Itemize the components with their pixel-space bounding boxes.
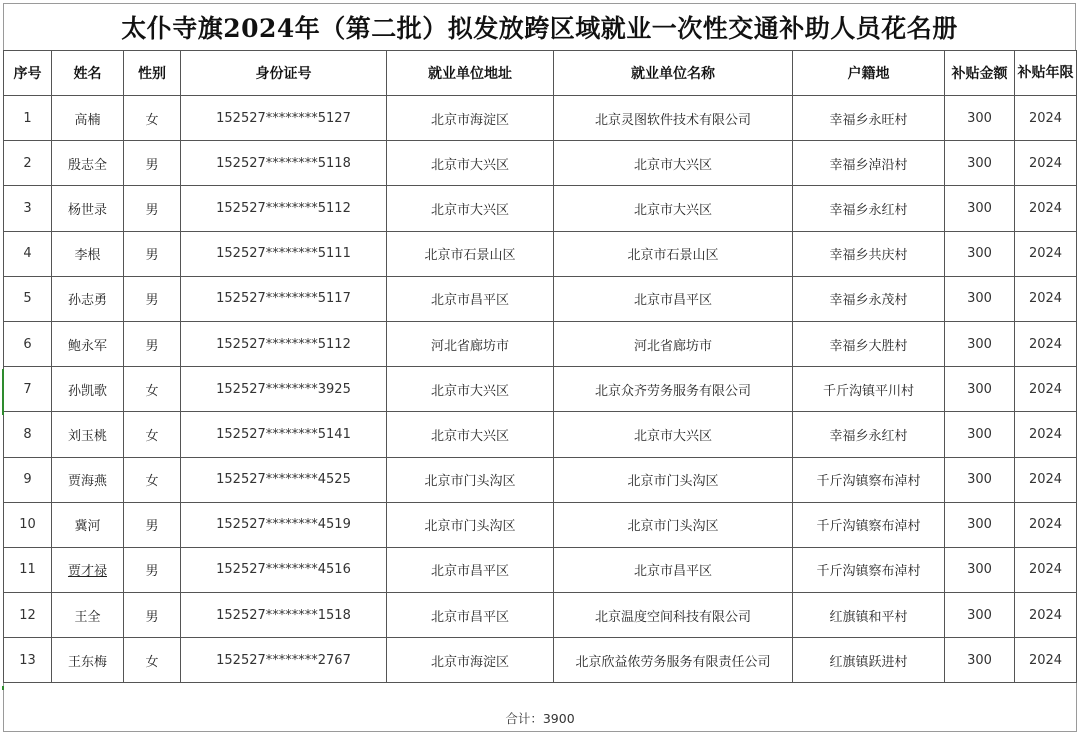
cell-amount[interactable]: 300 [945,502,1015,547]
cell-name[interactable]: 刘玉桃 [52,412,124,457]
cell-hukou[interactable]: 幸福乡共庆村 [793,231,945,276]
cell-hukou[interactable]: 千斤沟镇察布淖村 [793,457,945,502]
cell-id[interactable]: 152527********5118 [181,141,387,186]
cell-year[interactable]: 2024 [1015,141,1077,186]
spreadsheet [3,3,1076,733]
header-work-name[interactable]: 就业单位名称 [554,51,793,96]
cell-year[interactable]: 2024 [1015,186,1077,231]
table-row [4,457,1077,502]
cell-name[interactable]: 孙志勇 [52,276,124,321]
header-year[interactable]: 补贴年限 [1015,51,1077,96]
roster-table [3,50,1077,732]
cell-amount[interactable]: 300 [945,367,1015,412]
cell-amount[interactable]: 300 [945,457,1015,502]
header-amount[interactable]: 补贴金额 [945,51,1015,96]
table-row [4,321,1077,366]
header-name[interactable]: 姓名 [52,51,124,96]
cell-name[interactable] [52,547,124,592]
cell-seq[interactable]: 7 [4,367,52,412]
cell-year[interactable]: 2024 [1015,96,1077,141]
cell-name[interactable]: 贾海燕 [52,457,124,502]
cell-hukou[interactable]: 幸福乡永旺村 [793,96,945,141]
cell-seq[interactable]: 6 [4,321,52,366]
cell-amount[interactable]: 300 [945,412,1015,457]
cell-work-address[interactable]: 北京市大兴区 [387,367,554,412]
cell-name[interactable]: 杨世录 [52,186,124,231]
cell-work-name[interactable]: 北京市门头沟区 [554,502,793,547]
cell-id[interactable]: 152527********5127 [181,96,387,141]
cell-amount[interactable]: 300 [945,186,1015,231]
cell-gender[interactable]: 男 [124,502,181,547]
cell-gender[interactable]: 男 [124,231,181,276]
total-cell[interactable]: 合计：3900 [4,683,1077,732]
cell-gender[interactable]: 男 [124,186,181,231]
cell-name[interactable]: 冀河 [52,502,124,547]
cell-hukou[interactable]: 千斤沟镇察布淖村 [793,502,945,547]
cell-work-address[interactable]: 河北省廊坊市 [387,321,554,366]
cell-year[interactable]: 2024 [1015,593,1077,638]
cell-id[interactable]: 152527********5112 [181,321,387,366]
cell-amount[interactable]: 300 [945,96,1015,141]
cell-seq[interactable]: 3 [4,186,52,231]
cell-gender[interactable]: 男 [124,321,181,366]
cell-amount[interactable]: 300 [945,593,1015,638]
cell-work-name[interactable]: 北京市大兴区 [554,141,793,186]
cell-work-name[interactable]: 北京市大兴区 [554,186,793,231]
cell-name[interactable]: 王全 [52,593,124,638]
cell-id[interactable]: 152527********4519 [181,502,387,547]
cell-hukou[interactable]: 红旗镇和平村 [793,593,945,638]
cell-name[interactable]: 李根 [52,231,124,276]
cell-work-name[interactable]: 北京市昌平区 [554,547,793,592]
cell-work-name[interactable]: 北京市门头沟区 [554,457,793,502]
table-row [4,547,1077,592]
table-row [4,276,1077,321]
cell-year[interactable]: 2024 [1015,638,1077,683]
cell-seq[interactable]: 10 [4,502,52,547]
cell-work-address[interactable]: 北京市门头沟区 [387,502,554,547]
header-work-address[interactable]: 就业单位地址 [387,51,554,96]
cell-amount[interactable]: 300 [945,141,1015,186]
selection-marker [2,686,4,690]
cell-year[interactable]: 2024 [1015,502,1077,547]
header-id[interactable]: 身份证号 [181,51,387,96]
cell-name[interactable]: 王东梅 [52,638,124,683]
cell-work-name[interactable]: 北京市大兴区 [554,412,793,457]
cell-hukou[interactable]: 幸福乡永红村 [793,186,945,231]
cell-name[interactable]: 鲍永军 [52,321,124,366]
cell-hukou[interactable]: 幸福乡大胜村 [793,321,945,366]
table-row [4,638,1077,683]
cell-id[interactable]: 152527********5111 [181,231,387,276]
cell-work-name[interactable]: 北京温度空间科技有限公司 [554,593,793,638]
cell-year[interactable]: 2024 [1015,547,1077,592]
cell-year[interactable]: 2024 [1015,367,1077,412]
cell-id[interactable]: 152527********2767 [181,638,387,683]
cell-hukou[interactable]: 红旗镇跃进村 [793,638,945,683]
cell-name[interactable]: 殷志全 [52,141,124,186]
cell-gender[interactable]: 男 [124,547,181,592]
cell-seq[interactable]: 11 [4,547,52,592]
cell-work-address[interactable]: 北京市石景山区 [387,231,554,276]
cell-amount[interactable]: 300 [945,321,1015,366]
cell-year[interactable]: 2024 [1015,457,1077,502]
header-hukou[interactable]: 户籍地 [793,51,945,96]
cell-id[interactable]: 152527********5141 [181,412,387,457]
cell-name[interactable]: 高楠 [52,96,124,141]
table-row [4,593,1077,638]
cell-id[interactable]: 152527********3925 [181,367,387,412]
cell-id[interactable]: 152527********5112 [181,186,387,231]
cell-seq[interactable]: 1 [4,96,52,141]
selection-marker [2,369,4,415]
total-row [4,683,1077,732]
table-row [4,186,1077,231]
cell-id[interactable]: 152527********5117 [181,276,387,321]
cell-work-address[interactable]: 北京市昌平区 [387,593,554,638]
cell-work-address[interactable]: 北京市大兴区 [387,141,554,186]
cell-year[interactable]: 2024 [1015,231,1077,276]
sheet-title: 太仆寺旗2024年（第二批）拟发放跨区域就业一次性交通补助人员花名册 [3,3,1076,50]
cell-seq[interactable]: 4 [4,231,52,276]
cell-work-name[interactable]: 北京市石景山区 [554,231,793,276]
cell-amount[interactable]: 300 [945,547,1015,592]
table-row [4,96,1077,141]
cell-year[interactable]: 2024 [1015,321,1077,366]
header-gender[interactable]: 性别 [124,51,181,96]
cell-amount[interactable]: 300 [945,276,1015,321]
cell-seq[interactable]: 13 [4,638,52,683]
cell-gender[interactable]: 男 [124,141,181,186]
cell-id[interactable]: 152527********1518 [181,593,387,638]
cell-seq[interactable]: 8 [4,412,52,457]
cell-id[interactable]: 152527********4525 [181,457,387,502]
table-row [4,412,1077,457]
cell-name[interactable]: 孙凯歌 [52,367,124,412]
cell-work-address[interactable]: 北京市昌平区 [387,547,554,592]
cell-work-name[interactable]: 北京灵图软件技术有限公司 [554,96,793,141]
cell-work-name[interactable]: 北京欣益侬劳务服务有限责任公司 [554,638,793,683]
cell-gender[interactable]: 女 [124,412,181,457]
cell-seq[interactable]: 9 [4,457,52,502]
cell-hukou[interactable]: 千斤沟镇平川村 [793,367,945,412]
cell-amount[interactable]: 300 [945,638,1015,683]
cell-work-address[interactable]: 北京市昌平区 [387,276,554,321]
cell-seq[interactable]: 12 [4,593,52,638]
cell-gender[interactable]: 男 [124,593,181,638]
cell-work-name[interactable]: 河北省廊坊市 [554,321,793,366]
table-row [4,502,1077,547]
cell-gender[interactable]: 女 [124,638,181,683]
header-row [4,51,1077,96]
cell-gender[interactable]: 女 [124,96,181,141]
cell-work-address[interactable]: 北京市大兴区 [387,186,554,231]
table-row [4,367,1077,412]
cell-work-name[interactable]: 北京市昌平区 [554,276,793,321]
cell-seq[interactable]: 2 [4,141,52,186]
cell-work-address[interactable]: 北京市海淀区 [387,638,554,683]
cell-year[interactable]: 2024 [1015,276,1077,321]
cell-work-address[interactable]: 北京市大兴区 [387,412,554,457]
header-seq[interactable]: 序号 [4,51,52,96]
cell-hukou[interactable]: 幸福乡永红村 [793,412,945,457]
cell-hukou[interactable]: 幸福乡淖沿村 [793,141,945,186]
cell-gender[interactable]: 男 [124,276,181,321]
cell-work-name[interactable]: 北京众齐劳务服务有限公司 [554,367,793,412]
cell-id[interactable]: 152527********4516 [181,547,387,592]
cell-work-address[interactable]: 北京市海淀区 [387,96,554,141]
table-row [4,141,1077,186]
cell-seq[interactable]: 5 [4,276,52,321]
cell-hukou[interactable]: 千斤沟镇察布淖村 [793,547,945,592]
cell-year[interactable]: 2024 [1015,412,1077,457]
cell-gender[interactable]: 女 [124,367,181,412]
cell-amount[interactable]: 300 [945,231,1015,276]
cell-name-text: 贾才禄 [67,564,107,580]
cell-hukou[interactable]: 幸福乡永茂村 [793,276,945,321]
table-row [4,231,1077,276]
cell-work-address[interactable]: 北京市门头沟区 [387,457,554,502]
cell-gender[interactable]: 女 [124,457,181,502]
